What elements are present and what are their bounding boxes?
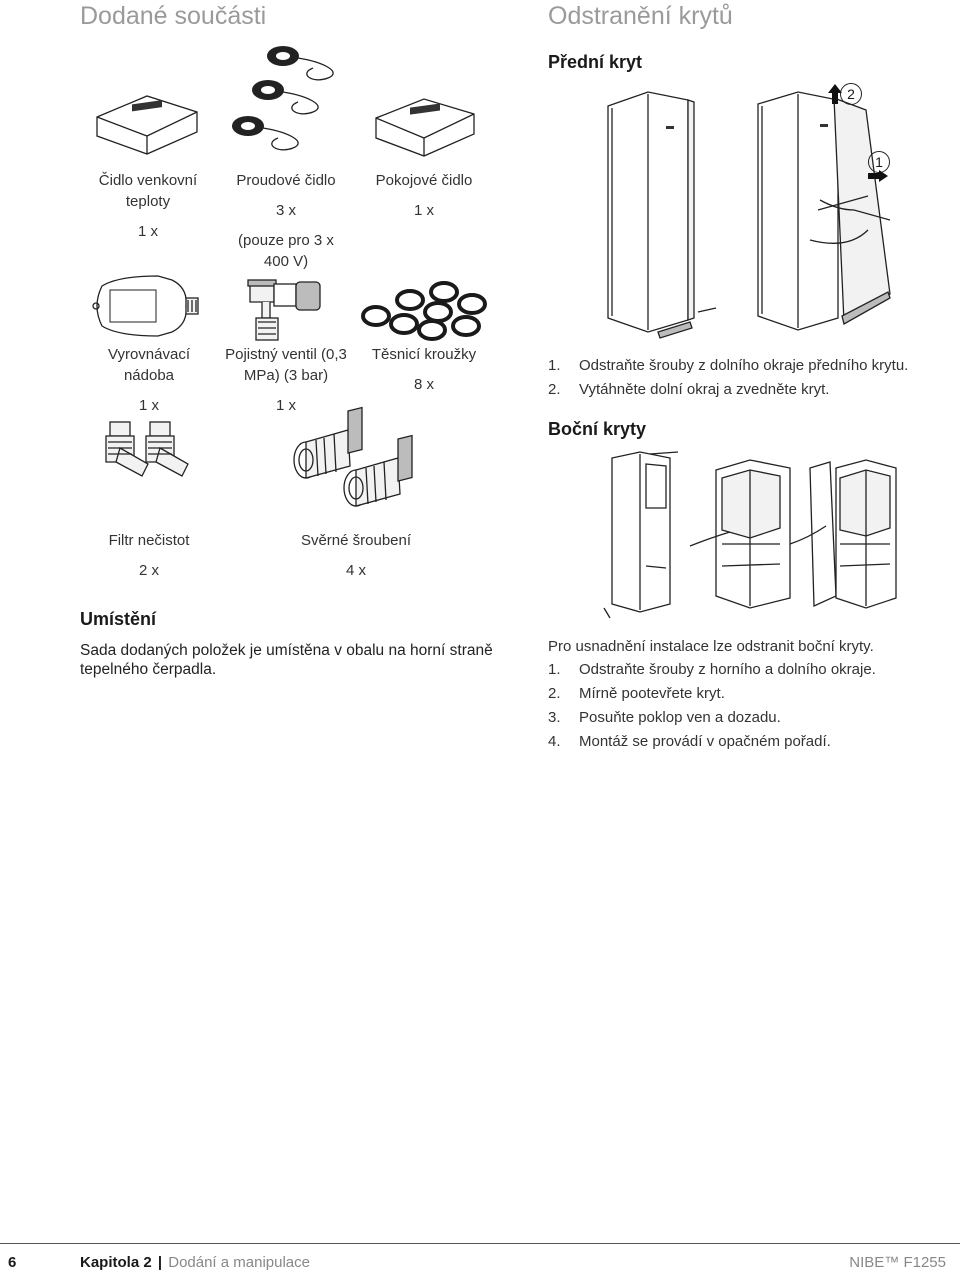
- item-note: (pouze pro 3 x 400 V): [238, 232, 334, 270]
- footer-separator: |: [157, 1254, 163, 1271]
- footer-divider: [0, 1243, 960, 1244]
- item-qty: 1 x: [275, 397, 296, 414]
- item-qty: 3 x: [275, 202, 296, 219]
- item-expansion-vessel: [84, 344, 214, 416]
- item-qty: 1 x: [137, 223, 158, 240]
- item-qty: 1 x: [138, 397, 159, 414]
- right-section-title: Odstranění krytů: [548, 2, 733, 30]
- side-covers-intro: Pro usnadnění instalace lze odstranit boční kryty.: [548, 638, 874, 655]
- front-cover-heading: Přední kryt: [548, 52, 643, 72]
- step-number: 4.: [548, 733, 561, 750]
- product-label: NIBE™ F1255: [849, 1254, 946, 1271]
- item-label: Pojistný ventil (0,3 MPa) (3 bar): [225, 346, 347, 384]
- step-item: [548, 706, 960, 730]
- placement-heading: Umístění: [80, 609, 157, 629]
- item-label: Proudové čidlo: [236, 172, 336, 189]
- front-cover-illustration: [598, 80, 898, 340]
- room-sensor-image: [372, 96, 480, 162]
- item-safety-valve: [222, 344, 350, 416]
- placement-text: Sada dodaných položek je umístěna v obalu na horní straně tepelného čerpadla.: [80, 642, 493, 678]
- item-label: Vyrovnávací nádoba: [108, 346, 190, 384]
- step-number: 1.: [548, 661, 561, 678]
- callout-2: 2: [840, 83, 862, 105]
- callout-1: 1: [868, 151, 890, 173]
- step-item: [548, 658, 960, 682]
- front-cover-steps: [548, 354, 960, 402]
- item-sealing-rings: [360, 344, 488, 395]
- side-cover-illustration: [600, 448, 900, 628]
- item-compression-fitting: [286, 530, 426, 581]
- step-text: Posuňte poklop ven a dozadu.: [579, 709, 781, 726]
- safety-valve-image: [244, 278, 326, 344]
- section-label: Dodání a manipulace: [168, 1254, 310, 1271]
- item-label: Těsnicí kroužky: [371, 346, 477, 363]
- step-number: 2.: [548, 381, 561, 398]
- step-text: Odstraňte šrouby z horního a dolního okraje.: [579, 661, 876, 678]
- left-section-title: Dodané součásti: [80, 2, 267, 30]
- item-qty: 2 x: [138, 562, 159, 579]
- chapter-label: Kapitola 2: [80, 1254, 152, 1271]
- item-label: Pokojové čidlo: [375, 172, 473, 189]
- footer-chapter: [80, 1254, 310, 1271]
- callout-1-arrow-icon: [868, 170, 888, 182]
- item-label: Čidlo venkovní teploty: [98, 172, 198, 210]
- sealing-rings-image: [358, 282, 498, 344]
- step-number: 3.: [548, 709, 561, 726]
- step-text: Mírně pootevřete kryt.: [579, 685, 725, 702]
- step-item: [548, 354, 960, 378]
- step-number: 2.: [548, 685, 561, 702]
- step-item: [548, 682, 960, 706]
- step-item: [548, 730, 960, 754]
- step-text: Montáž se provádí v opačném pořadí.: [579, 733, 831, 750]
- compression-fitting-image: [288, 424, 418, 504]
- outdoor-sensor-image: [92, 92, 202, 162]
- step-number: 1.: [548, 357, 561, 374]
- item-outdoor-sensor: [86, 170, 210, 242]
- step-item: [548, 378, 960, 402]
- side-covers-steps: [548, 658, 960, 754]
- step-text: Vytáhněte dolní okraj a zvedněte kryt.: [579, 381, 830, 398]
- step-text: Odstraňte šrouby z dolního okraje předního krytu.: [579, 357, 909, 374]
- current-sensor-image: [228, 44, 348, 164]
- side-covers-heading: Boční kryty: [548, 419, 647, 439]
- item-label: Filtr nečistot: [108, 532, 190, 549]
- item-dirt-filter: [86, 530, 212, 581]
- item-qty: 8 x: [413, 376, 434, 393]
- dirt-filter-image: [104, 418, 202, 480]
- item-room-sensor: [362, 170, 486, 221]
- item-qty: 4 x: [345, 562, 366, 579]
- page-number: 6: [8, 1254, 17, 1271]
- expansion-vessel-image: [88, 272, 208, 340]
- item-label: Svěrné šroubení: [300, 532, 412, 549]
- item-current-sensor: [222, 170, 350, 272]
- item-qty: 1 x: [413, 202, 434, 219]
